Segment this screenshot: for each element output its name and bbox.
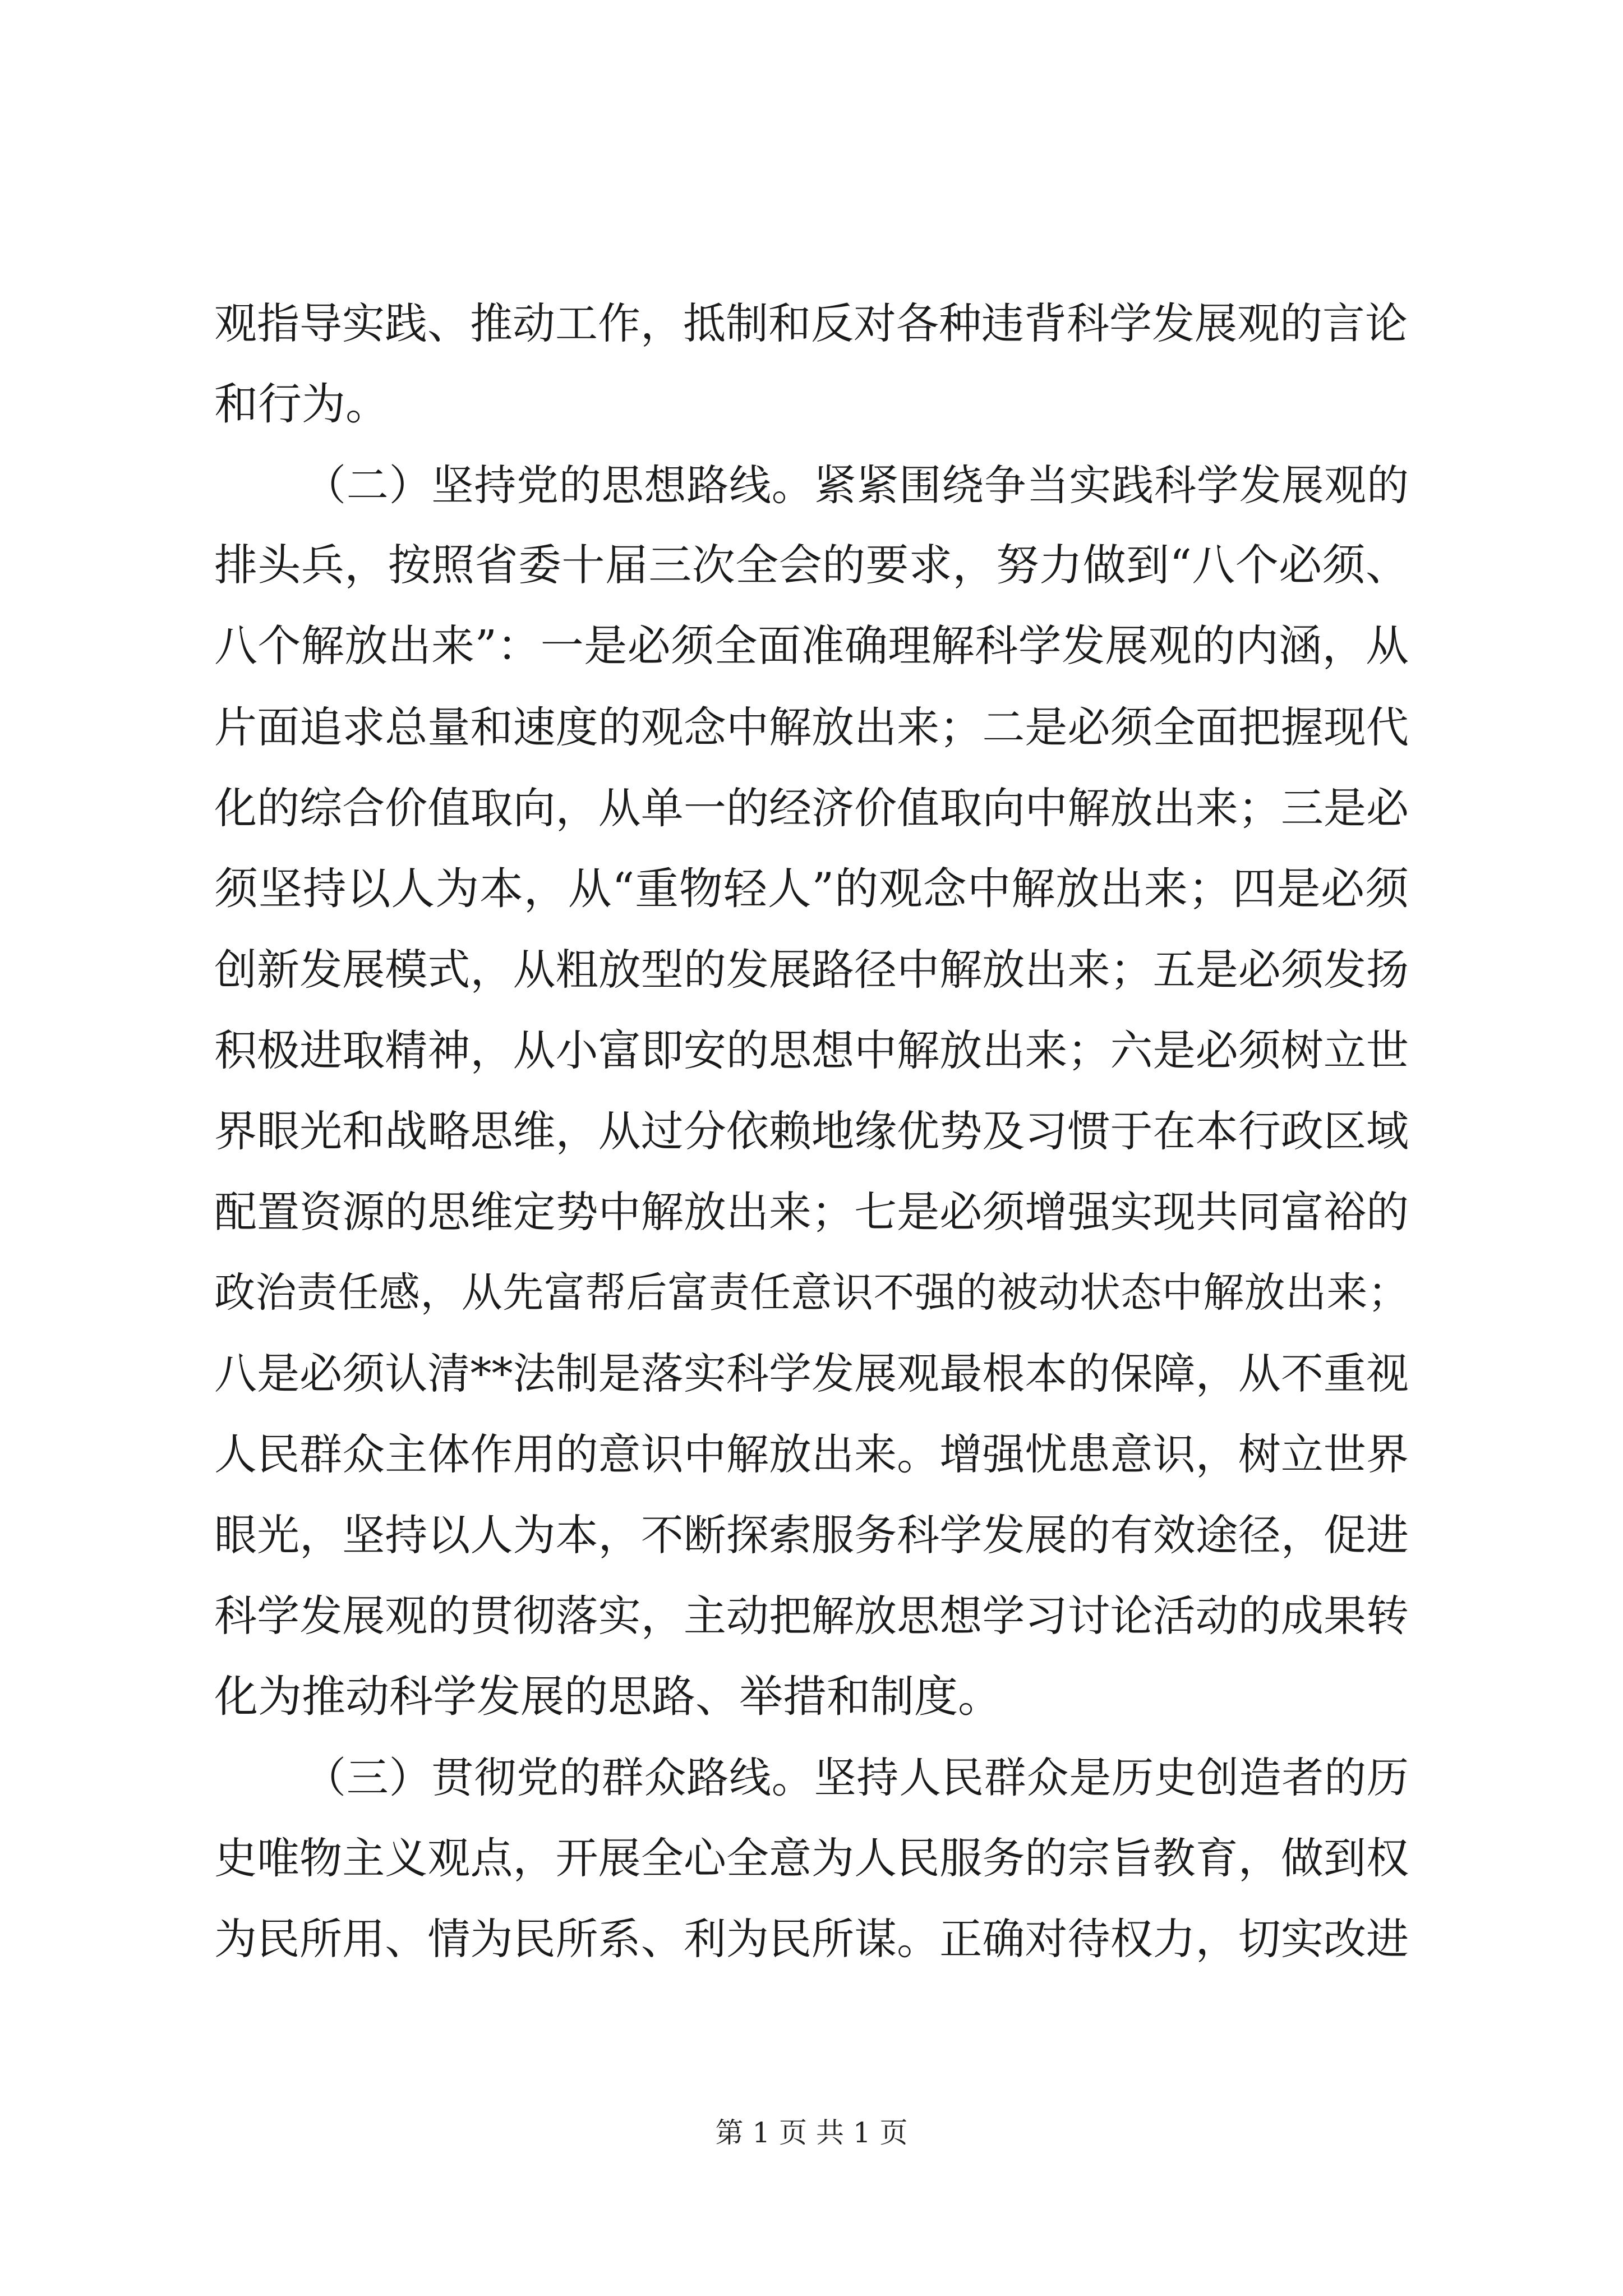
text-line: 化的综合价值取向，从单一的经济价值取向中解放出来；三是必 [214, 783, 1409, 833]
text-line: 配置资源的思维定势中解放出来；七是必须增强实现共同富裕的 [214, 1187, 1409, 1237]
text-line: 积极进取精神，从小富即安的思想中解放出来；六是必须树立世 [214, 1025, 1409, 1075]
text-line: 政治责任感，从先富帮后富责任意识不强的被动状态中解放出来； [214, 1269, 1409, 1317]
page-number-footer: 第 1 页 共 1 页 [715, 2116, 908, 2149]
text-line: 人民群众主体作用的意识中解放出来。增强忧患意识，树立世界 [214, 1429, 1409, 1479]
text-line: 创新发展模式，从粗放型的发展路径中解放出来；五是必须发扬 [214, 945, 1409, 995]
text-line: 观指导实践、推动工作，抵制和反对各种违背科学发展观的言论 [214, 298, 1408, 348]
text-line: （二）坚持党的思想路线。紧紧围绕争当实践科学发展观的 [304, 461, 1409, 510]
text-line: 眼光，坚持以人为本，不断探索服务科学发展的有效途径，促进 [214, 1510, 1409, 1560]
text-line: 和行为。 [214, 379, 390, 430]
text-line: 八是必须认清**法制是落实科学发展观最根本的保障，从不重视 [214, 1349, 1409, 1398]
text-line: 片面追求总量和速度的观念中解放出来；二是必须全面把握现代 [214, 702, 1409, 752]
text-line: 科学发展观的贯彻落实，主动把解放思想学习讨论活动的成果转 [214, 1591, 1409, 1641]
text-line: 须坚持以人为本，从“重物轻人”的观念中解放出来；四是必须 [214, 864, 1409, 914]
text-line: 界眼光和战略思维，从过分依赖地缘优势及习惯于在本行政区域 [214, 1106, 1409, 1156]
text-line: 为民所用、情为民所系、利为民所谋。正确对待权力，切实改进 [214, 1914, 1409, 1964]
text-line: 化为推动科学发展的思路、举措和制度。 [214, 1672, 1002, 1722]
text-line: 排头兵，按照省委十届三次全会的要求，努力做到“八个必须、 [214, 541, 1409, 591]
text-line: （三）贯彻党的群众路线。坚持人民群众是历史创造者的历 [304, 1753, 1409, 1802]
text-line: 八个解放出来”：一是必须全面准确理解科学发展观的内涵，从 [214, 622, 1409, 671]
body-text [214, 283, 1409, 1980]
text-line: 史唯物主义观点，开展全心全意为人民服务的宗旨教育，做到权 [214, 1833, 1409, 1883]
